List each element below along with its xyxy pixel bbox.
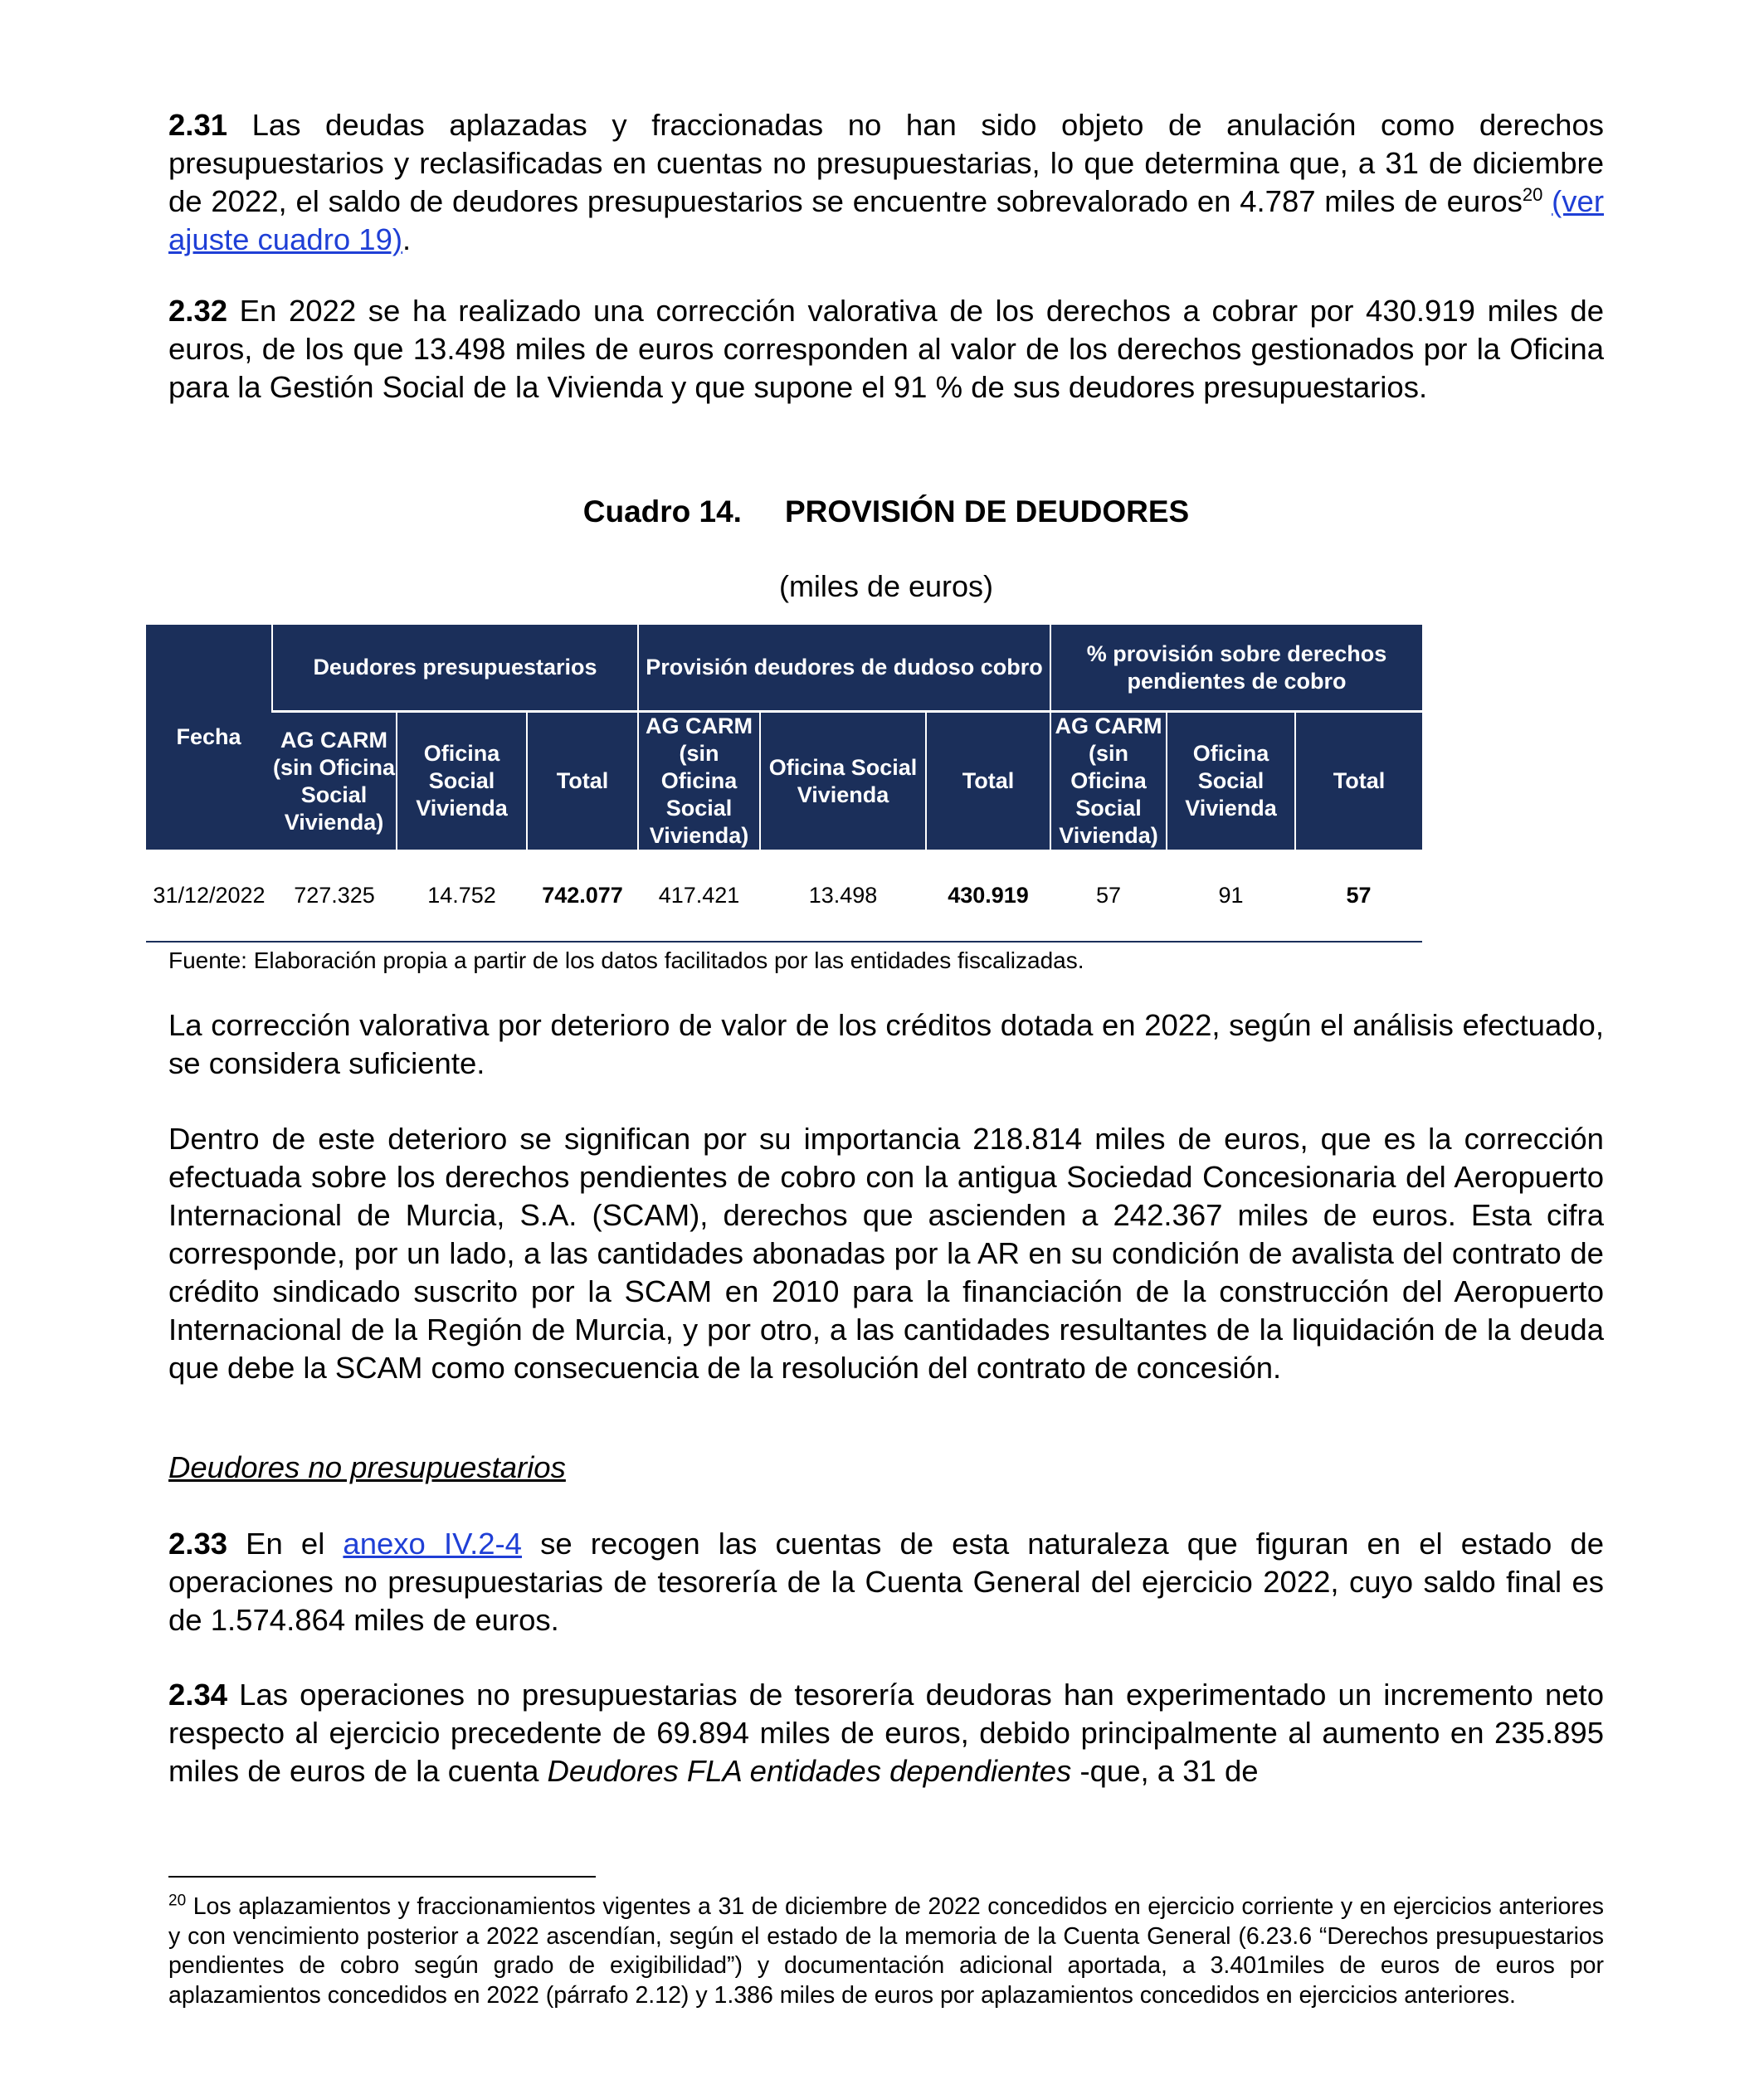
header-pct-ag-carm: AG CARM (sin Oficina Social Vivienda): [1050, 712, 1167, 850]
footnote-number: 20: [168, 1892, 187, 1910]
paragraph-deterioro-scam: Dentro de este deterioro se significan por su importancia 218.814 miles de euros, que es la corrección efectuada sobre los derechos pendientes de cobro con la antigua Sociedad Concesionaria del Aeropuerto Internacional de Murcia, S.A. (SCAM), derechos que ascienden a 242.367 miles de euros. Esta cifra corresponde, por un lado, a las cantidades abonadas por la AR en su condición de avalista del contrato de crédito sindicado suscrito por la SCAM en 2010 para la financiación de la construcción del Aeropuerto Internacional de la Región de Murcia, y por otro, a las cantidades resultantes de la liquidación de la deuda que debe la SCAM como consecuencia de la resolución del contrato de concesión.: [168, 1122, 1604, 1385]
header-deud-oficina: Oficina Social Vivienda: [397, 712, 527, 850]
paragraph-text: Las deudas aplazadas y fraccionadas no han sido objeto de anulación como derechos presupuestarios y reclasificadas en cuentas no presupuestarias, lo que determina que, a 31 de diciembre de 2022, el saldo de deudores presupuestarios se encuentre sobrevalorado en 4.787 miles de euros: [168, 108, 1604, 218]
table-header-row-subcols: [146, 712, 1626, 850]
paragraph-text: En 2022 se ha realizado una corrección valorativa de los derechos a cobrar por 430.919 miles de euros, de los que 13.498 miles de euros corresponden al valor de los derechos gestionados por la Oficina para la Gestión Social de la Vivienda y que supone el 91 % de sus deudores presupuestarios.: [168, 294, 1604, 404]
paragraph-number: 2.31: [168, 108, 228, 142]
table-caption-number: Cuadro 14.: [582, 494, 742, 528]
section-heading-deudores-no-presupuestarios: Deudores no presupuestarios: [168, 1450, 566, 1484]
paragraph-number: 2.33: [168, 1527, 228, 1561]
cell-deud-oficina: 14.752: [397, 850, 527, 942]
cell-spacer: [1422, 850, 1626, 942]
paragraph-2-34: 2.34 Las operaciones no presupuestarias de tesorería deudoras han experimentado un incremento neto respecto al ejercicio precedente de 69.894 miles de euros, debido principalmente al aumento en 235.895 miles de euros de la cuenta Deudores FLA entidades dependientes -que, a 31 de: [168, 1678, 1604, 1788]
account-name: Deudores FLA entidades dependientes: [547, 1754, 1072, 1788]
cell-pct-oficina: 91: [1167, 850, 1295, 942]
paragraph-correccion: La corrección valorativa por deterioro de valor de los créditos dotada en 2022, según el análisis efectuado, se considera suficiente.: [168, 1008, 1604, 1080]
paragraph-number: 2.34: [168, 1678, 228, 1712]
header-spacer: [1422, 625, 1626, 712]
cell-deud-ag: 727.325: [272, 850, 397, 942]
header-pct-total: Total: [1295, 712, 1422, 850]
table-caption-title: PROVISIÓN DE DEUDORES: [784, 494, 1190, 528]
header-porcentaje-provision: % provisión sobre derechos pendientes de cobro: [1050, 625, 1422, 712]
footnote-text: Los aplazamientos y fraccionamientos vigentes a 31 de diciembre de 2022 concedidos en ejercicio corriente y en ejercicios anteriores y con vencimiento posterior a 2022 ascendían, según el estado de la memoria de la Cuenta General (6.23.6 “Derechos presupuestarios pendientes de cobro según grado de exigibilidad”) y documentación adicional aportada, a 3.401miles de euros de euros por aplazamientos concedidos en 2022 (párrafo 2.12) y 1.386 miles de euros por aplazamientos concedidos en ejercicios anteriores.: [168, 1893, 1604, 2009]
cell-prov-total: 430.919: [926, 850, 1050, 942]
link-ajuste-cuadro-19[interactable]: (ver ajuste cuadro 19): [168, 184, 1604, 256]
header-fecha: Fecha: [146, 625, 272, 850]
cell-fecha: 31/12/2022: [146, 850, 272, 942]
paragraph-number: 2.32: [168, 294, 228, 328]
header-pct-oficina: Oficina Social Vivienda: [1167, 712, 1295, 850]
link-anexo-iv-2-4[interactable]: anexo IV.2-4: [343, 1527, 522, 1561]
header-spacer: [1422, 712, 1626, 850]
cell-pct-total: 57: [1295, 850, 1422, 942]
footnote-20: [168, 1892, 1604, 2010]
table-source: Fuente: Elaboración propia a partir de los datos facilitados por las entidades fiscalizadas.: [168, 947, 1084, 973]
cell-prov-ag: 417.421: [638, 850, 760, 942]
paragraph-2-31: 2.31 Las deudas aplazadas y fraccionadas no han sido objeto de anulación como derechos presupuestarios y reclasificadas en cuentas no presupuestarias, lo que determina que, a 31 de diciembre de 2022, el saldo de deudores presupuestarios se encuentre sobrevalorado en 4.787 miles de euros$^{20}$ (ver ajuste cuadro 19).: [168, 108, 1604, 256]
cell-prov-oficina: 13.498: [760, 850, 926, 942]
footnote-separator: [168, 1876, 596, 1878]
table-caption: [168, 494, 1604, 529]
cell-deud-total: 742.077: [527, 850, 638, 942]
provision-table: [146, 625, 1626, 943]
header-provision-dudoso-cobro: Provisión deudores de dudoso cobro: [638, 625, 1050, 712]
paragraph-2-33: 2.33 En el anexo IV.2-4 se recogen las cuentas de esta naturaleza que figuran en el estado de operaciones no presupuestarias de tesorería de la Cuenta General del ejercicio 2022, cuyo saldo final es de 1.574.864 miles de euros.: [168, 1527, 1604, 1637]
header-deud-ag-carm: AG CARM (sin Oficina Social Vivienda): [272, 712, 397, 850]
header-prov-total: Total: [926, 712, 1050, 850]
paragraph-2-32: [168, 292, 1604, 407]
header-deud-total: Total: [527, 712, 638, 850]
table-units: (miles de euros): [778, 569, 994, 603]
provision-table-wrapper: [146, 625, 1626, 943]
cell-pct-ag: 57: [1050, 850, 1167, 942]
header-prov-ag-carm: AG CARM (sin Oficina Social Vivienda): [638, 712, 760, 850]
table-header-row-groups: [146, 625, 1626, 712]
header-prov-oficina: Oficina Social Vivienda: [760, 712, 926, 850]
table-row: [146, 850, 1626, 942]
header-deudores-presupuestarios: Deudores presupuestarios: [272, 625, 638, 712]
footnote-reference[interactable]: 20: [1522, 183, 1543, 205]
